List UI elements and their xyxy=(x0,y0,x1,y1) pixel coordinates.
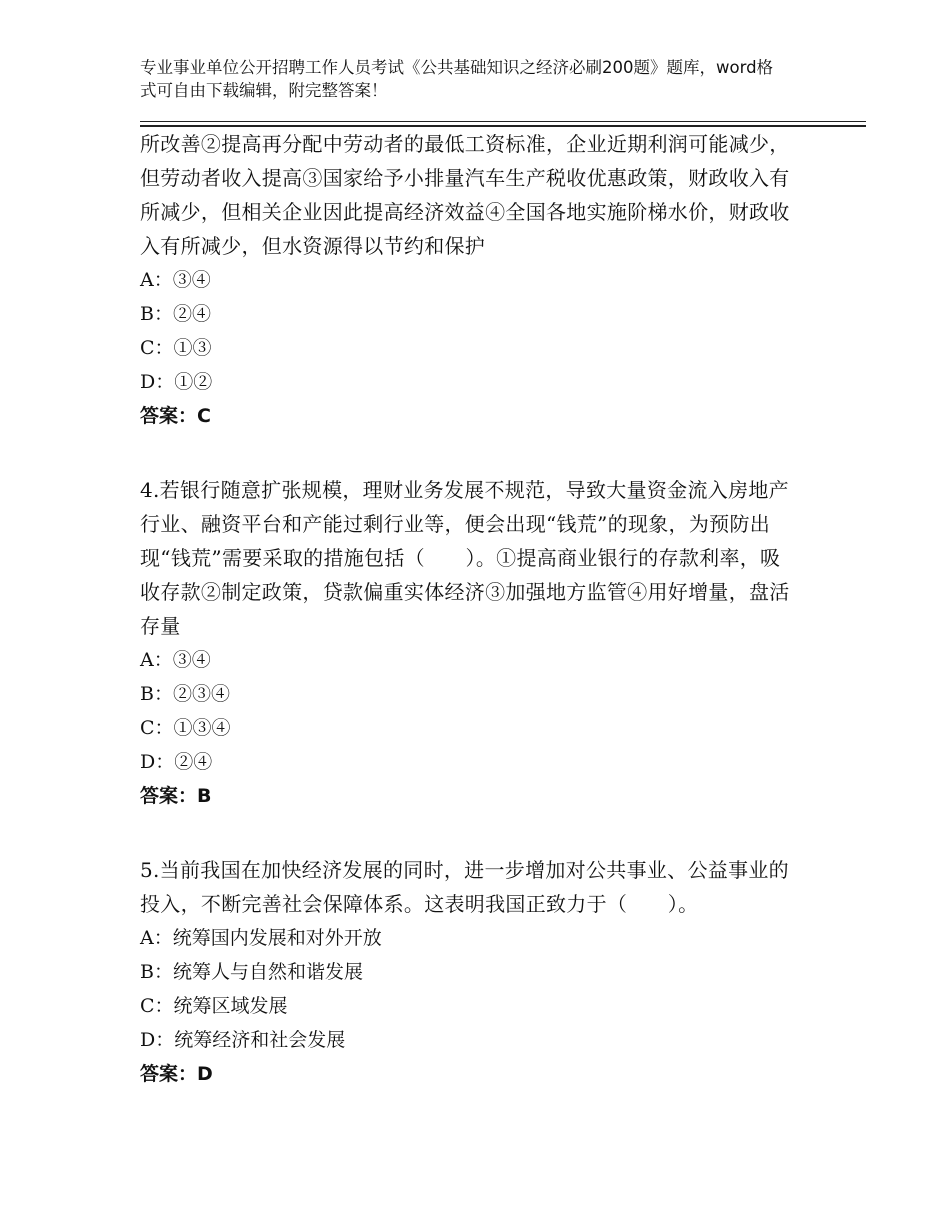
question-block xyxy=(140,473,800,813)
option-c: C：①③④ xyxy=(140,717,231,739)
option-d: D：统筹经济和社会发展 xyxy=(140,1029,346,1051)
option-d: D：②④ xyxy=(140,751,213,773)
option-c: C：统筹区域发展 xyxy=(140,995,288,1017)
option-b: B：②③④ xyxy=(140,683,230,705)
option-d: D：①② xyxy=(140,371,213,393)
question-stem: 所改善②提高再分配中劳动者的最低工资标准，企业近期利润可能减少，但劳动者收入提高③国家给予小排量汽车生产税收优惠政策，财政收入有所减少，但相关企业因此提高经济效益④全国各地实施阶梯水价，财政收入有所减少，但水资源得以节约和保护 xyxy=(140,132,790,258)
option-b: B：统筹人与自然和谐发展 xyxy=(140,961,363,983)
header-rule-thin xyxy=(140,121,866,122)
option-b: B：②④ xyxy=(140,303,211,325)
question-spacer xyxy=(140,433,800,473)
answer-line: 答案：C xyxy=(140,405,211,427)
answer-line: 答案：D xyxy=(140,1063,213,1085)
question-spacer xyxy=(140,813,800,853)
option-c: C：①③ xyxy=(140,337,212,359)
answer-line: 答案：B xyxy=(140,785,212,807)
option-a: A：③④ xyxy=(140,649,211,671)
document-body xyxy=(140,127,800,1091)
question-block xyxy=(140,127,800,433)
question-stem: 4.若银行随意扩张规模，理财业务发展不规范，导致大量资金流入房地产行业、融资平台和产能过剩行业等，便会出现“钱荒”的现象，为预防出现“钱荒”需要采取的措施包括（ ）。①提高商业银行的存款利率，吸收存款②制定政策，贷款偏重实体经济③加强地方监管④用好增量，盘活存量 xyxy=(140,478,790,638)
option-a: A：③④ xyxy=(140,269,211,291)
document-header: 专业事业单位公开招聘工作人员考试《公共基础知识之经济必刷200题》题库，word格式可自由下载编辑，附完整答案！ xyxy=(140,58,774,100)
question-block xyxy=(140,853,800,1091)
option-a: A：统筹国内发展和对外开放 xyxy=(140,927,382,949)
question-stem: 5.当前我国在加快经济发展的同时，进一步增加对公共事业、公益事业的投入，不断完善社会保障体系。这表明我国正致力于（ ）。 xyxy=(140,858,789,916)
